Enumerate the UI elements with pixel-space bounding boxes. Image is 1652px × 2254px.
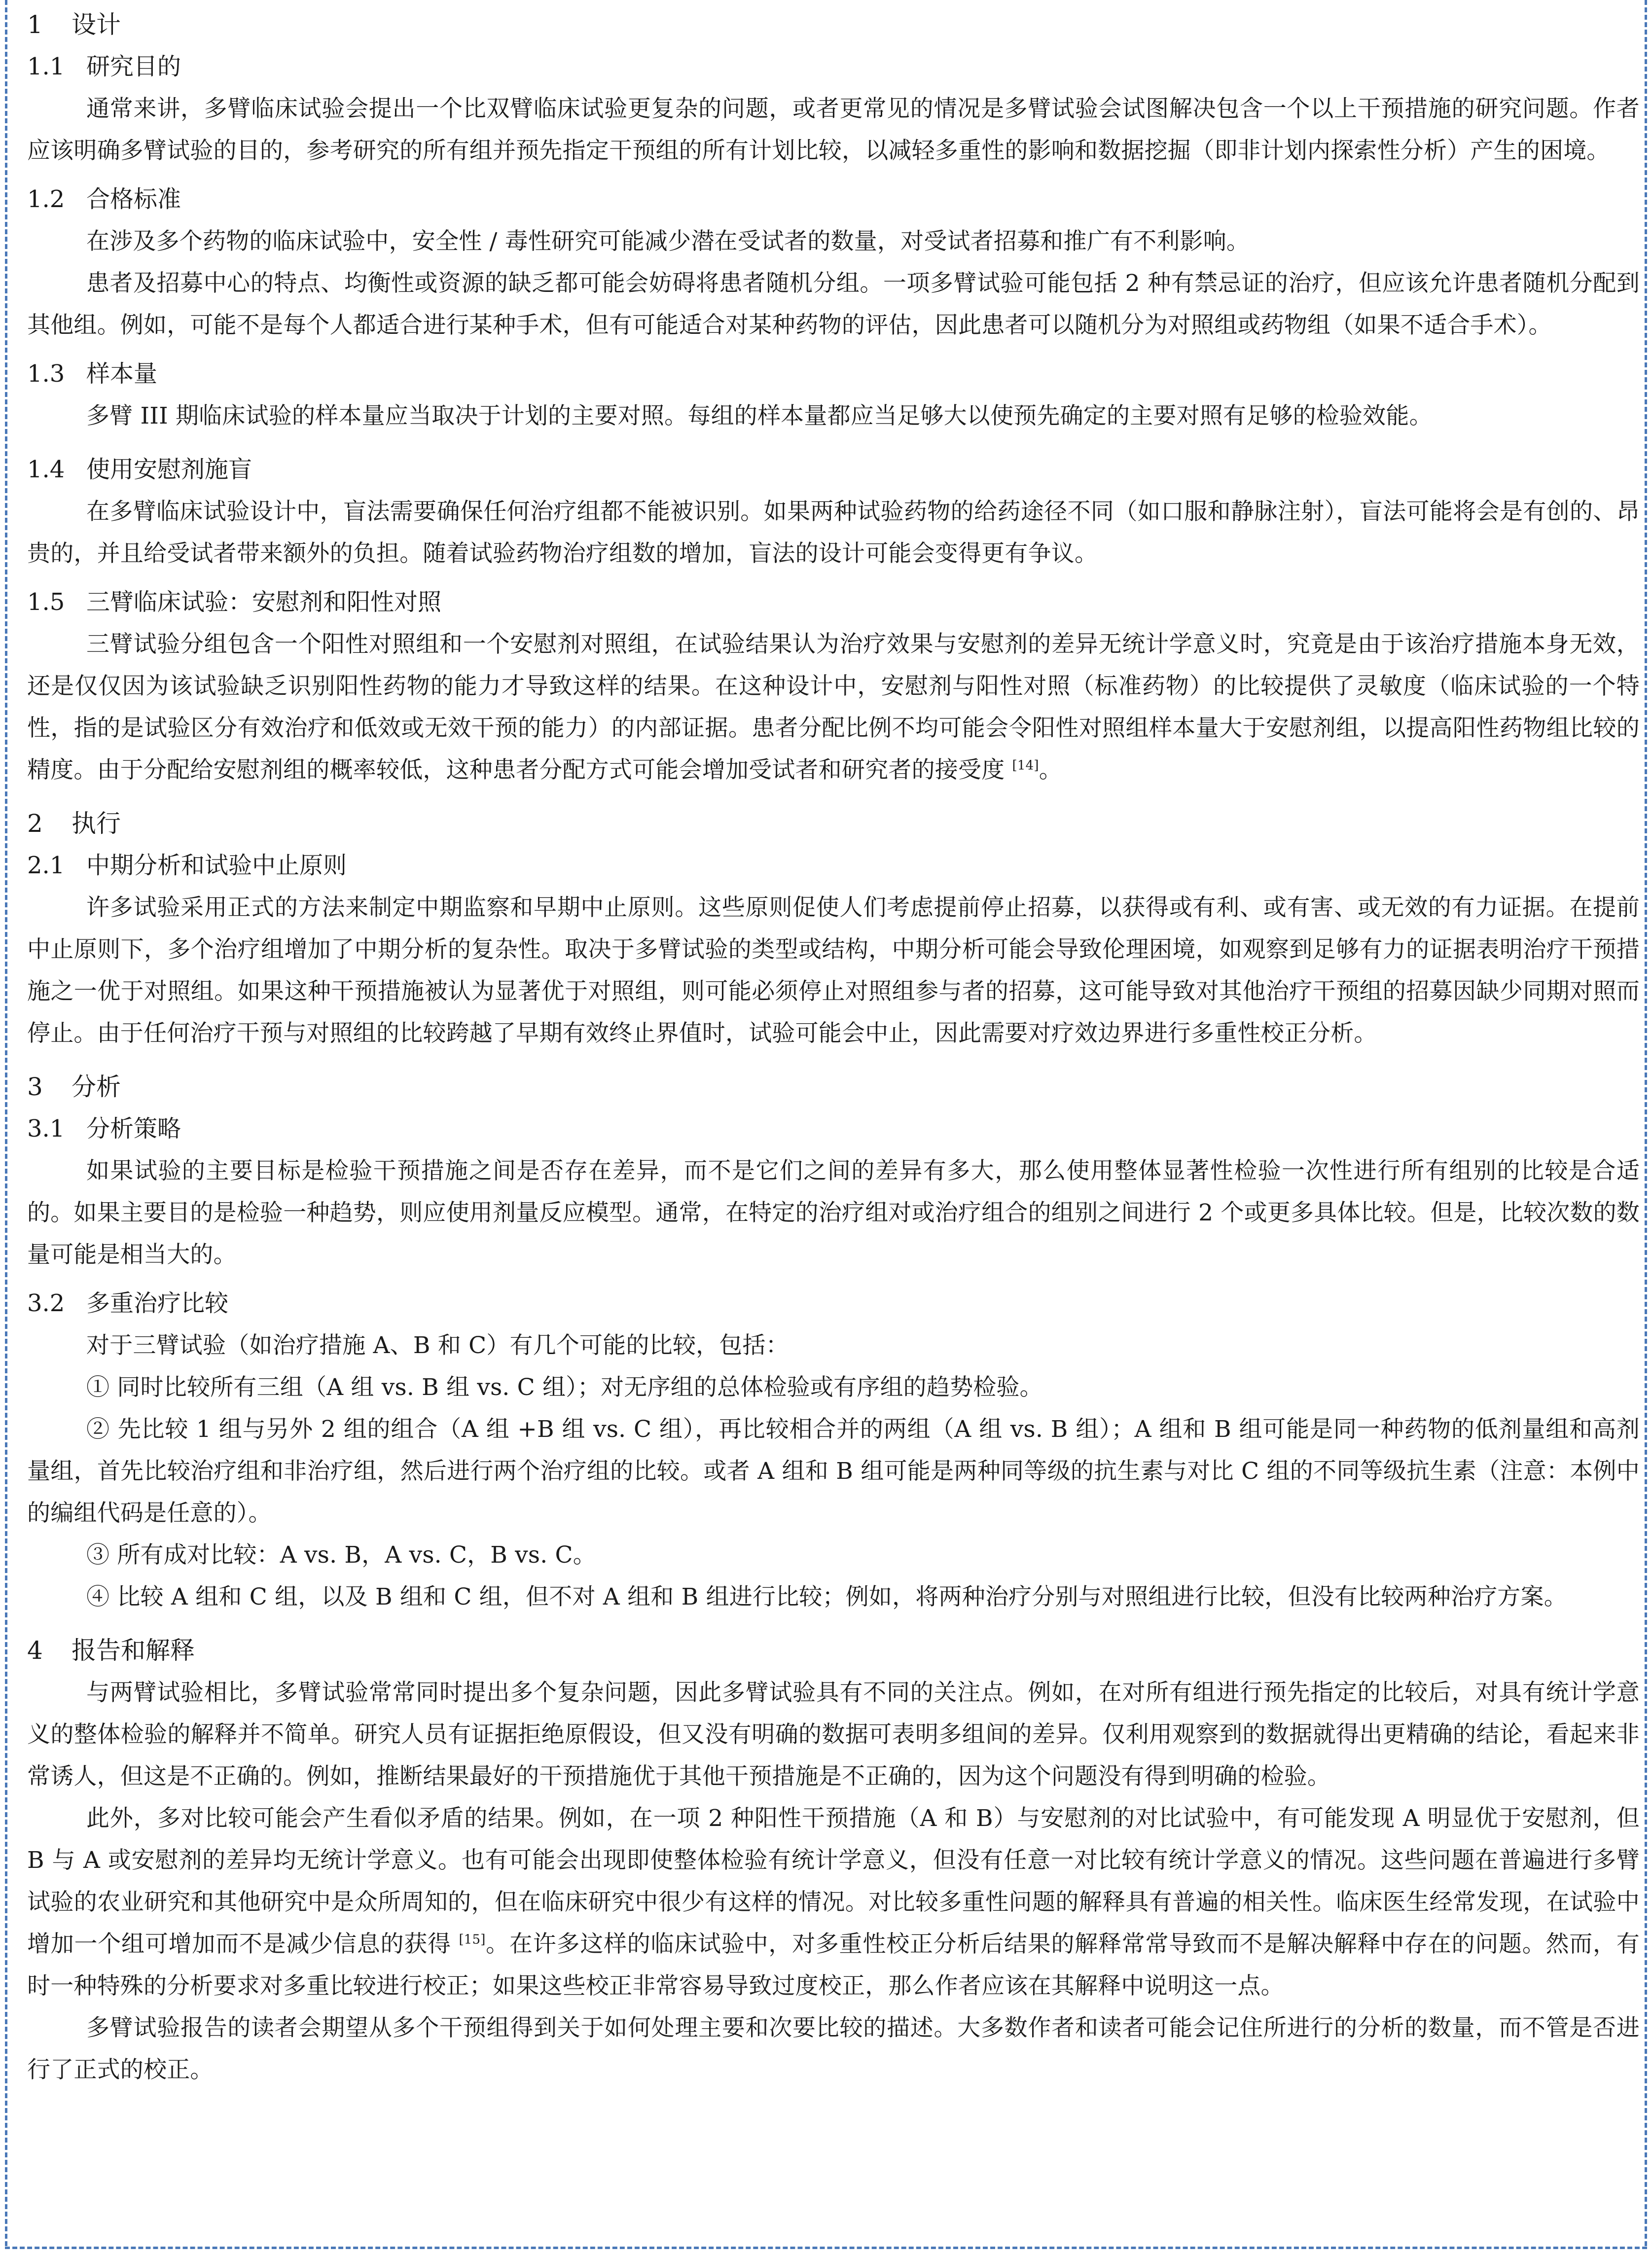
section-heading: 1 设计 xyxy=(27,10,121,39)
paragraph: 通常来讲，多臂临床试验会提出一个比双臂临床试验更复杂的问题，或者更常见的情况是多臂试验会试图解决包含一个以上干预措施的研究问题。作者应该明确多臂试验的目的，参考研究的所有组并预先指定干预组的所有计划比较，以减轻多重性的影响和数据挖掘（即非计划内探索性分析）产生的困境。 xyxy=(27,95,1640,164)
paragraph: 如果试验的主要目标是检验干预措施之间是否存在差异，而不是它们之间的差异有多大，那么使用整体显著性检验一次性进行所有组别的比较是合适的。如果主要目的是检验一种趋势，则应使用剂量反应模型。通常，在特定的治疗组对或治疗组合的组别之间进行 2 个或更多具体比较。但是，比较次数的数量可能是相当大的。 xyxy=(27,1157,1640,1268)
section-heading: 4 报告和解释 xyxy=(27,1636,195,1665)
citation[interactable]: [15] xyxy=(459,1932,486,1947)
list-item: ② 先比较 1 组与另外 2 组的组合（A 组 +B 组 vs. C 组），再比较相合并的两组（A 组 vs. B 组）；A 组和 B 组可能是同一种药物的低剂量组和高剂量组，首先比较治疗组和非治疗组，然后进行两个治疗组的比较。或者 A 组和 B 组可能是两种同等级的抗生素与对比 C 组的不同等级抗生素（注意：本例中的编组代码是任意的）。 xyxy=(27,1416,1640,1527)
subsection-heading: 3.1 分析策略 xyxy=(27,1115,181,1143)
paragraph: 许多试验采用正式的方法来制定中期监察和早期中止原则。这些原则促使人们考虑提前停止招募，以获得或有利、或有害、或无效的有力证据。在提前中止原则下，多个治疗组增加了中期分析的复杂性。取决于多臂试验的类型或结构，中期分析可能会导致伦理困境，如观察到足够有力的证据表明治疗干预措施之一优于对照组。如果这种干预措施被认为显著优于对照组，则可能必须停止对照组参与者的招募，这可能导致对其他治疗干预组的招募因缺少同期对照而停止。由于任何治疗干预与对照组的比较跨越了早期有效终止界值时，试验可能会中止，因此需要对疗效边界进行多重性校正分析。 xyxy=(27,894,1640,1047)
paragraph: 在多臂临床试验设计中，盲法需要确保任何治疗组都不能被识别。如果两种试验药物的给药途径不同（如口服和静脉注射），盲法可能将会是有创的、昂贵的，并且给受试者带来额外的负担。随着试验药物治疗组数的增加，盲法的设计可能会变得更有争议。 xyxy=(27,498,1640,567)
subsection-heading: 3.2 多重治疗比较 xyxy=(27,1289,229,1317)
list-item: ① 同时比较所有三组（A 组 vs. B 组 vs. C 组）；对无序组的总体检验或有序组的趋势检验。 xyxy=(86,1374,1043,1401)
paragraph: 多臂 III 期临床试验的样本量应当取决于计划的主要对照。每组的样本量都应当足够大以使预先确定的主要对照有足够的检验效能。 xyxy=(86,402,1433,429)
paragraph: 在涉及多个药物的临床试验中，安全性 / 毒性研究可能减少潜在受试者的数量，对受试者招募和推广有不利影响。 xyxy=(86,228,1250,255)
subsection-heading: 1.3 样本量 xyxy=(27,360,158,388)
paragraph: 此外，多对比较可能会产生看似矛盾的结果。例如，在一项 2 种阳性干预措施（A 和 B）与安慰剂的对比试验中，有可能发现 A 明显优于安慰剂，但 B 与 A 或安慰剂的差异均无统计学意义。也有可能会出现即使整体检验有统计学意义，但没有任意一对比较有统计学意义的情况。这些问题在普遍进行多臂试验的农业研究和其他研究中是众所周知的，但在临床研究中很少有这样的情况。对比较多重性问题的解释具有普遍的相关性。临床医生经常发现，在试验中增加一个组可增加而不是减少信息的获得 [15]。在许多这样的临床试验中，对多重性校正分析后结果的解释常常导致而不是解决解释中存在的问题。然而，有时一种特殊的分析要求对多重比较进行校正；如果这些校正非常容易导致过度校正，那么作者应该在其解释中说明这一点。 xyxy=(27,1805,1640,2000)
paragraph: 多臂试验报告的读者会期望从多个干预组得到关于如何处理主要和次要比较的描述。大多数作者和读者可能会记住所进行的分析的数量，而不管是否进行了正式的校正。 xyxy=(27,2014,1640,2083)
subsection-heading: 1.5 三臂临床试验：安慰剂和阳性对照 xyxy=(27,588,442,616)
list-item: ③ 所有成对比较：A vs. B，A vs. C，B vs. C。 xyxy=(86,1541,596,1569)
subsection-heading: 1.1 研究目的 xyxy=(27,53,181,80)
subsection-heading: 1.2 合格标准 xyxy=(27,185,181,213)
page-border-left xyxy=(5,0,7,2246)
paragraph: 与两臂试验相比，多臂试验常常同时提出多个复杂问题，因此多臂试验具有不同的关注点。例如，在对所有组进行预先指定的比较后，对具有统计学意义的整体检验的解释并不简单。研究人员有证据拒绝原假设，但又没有明确的数据可表明多组间的差异。仅利用观察到的数据就得出更精确的结论，看起来非常诱人，但这是不正确的。例如，推断结果最好的干预措施优于其他干预措施是不正确的，因为这个问题没有得到明确的检验。 xyxy=(27,1679,1640,1790)
section-heading: 3 分析 xyxy=(27,1073,121,1101)
paragraph: 对于三臂试验（如治疗措施 A、B 和 C）有几个可能的比较，包括： xyxy=(86,1332,789,1359)
page-border-bottom xyxy=(5,2247,1647,2249)
paragraph: 三臂试验分组包含一个阳性对照组和一个安慰剂对照组，在试验结果认为治疗效果与安慰剂的差异无统计学意义时，究竟是由于该治疗措施本身无效，还是仅仅因为该试验缺乏识别阳性药物的能力才导致这样的结果。在这种设计中，安慰剂与阳性对照（标准药物）的比较提供了灵敏度（临床试验的一个特性，指的是试验区分有效治疗和低效或无效干预的能力）的内部证据。患者分配比例不均可能会令阳性对照组样本量大于安慰剂组，以提高阳性药物组比较的精度。由于分配给安慰剂组的概率较低，这种患者分配方式可能会增加受试者和研究者的接受度 [14]。 xyxy=(27,631,1640,784)
article-body xyxy=(27,4,1640,2091)
paragraph: 患者及招募中心的特点、均衡性或资源的缺乏都可能会妨碍将患者随机分组。一项多臂试验可能包括 2 种有禁忌证的治疗，但应该允许患者随机分配到其他组。例如，可能不是每个人都适合进行某种手术，但有可能适合对某种药物的评估，因此患者可以随机分为对照组或药物组（如果不适合手术）。 xyxy=(27,270,1640,339)
citation[interactable]: [14] xyxy=(1012,758,1039,773)
section-heading: 2 执行 xyxy=(27,809,121,838)
subsection-heading: 2.1 中期分析和试验中止原则 xyxy=(27,852,347,879)
subsection-heading: 1.4 使用安慰剂施盲 xyxy=(27,456,252,483)
list-item: ④ 比较 A 组和 C 组，以及 B 组和 C 组，但不对 A 组和 B 组进行比较；例如，将两种治疗分别与对照组进行比较，但没有比较两种治疗方案。 xyxy=(86,1583,1567,1610)
page-border-right xyxy=(1645,0,1647,2246)
